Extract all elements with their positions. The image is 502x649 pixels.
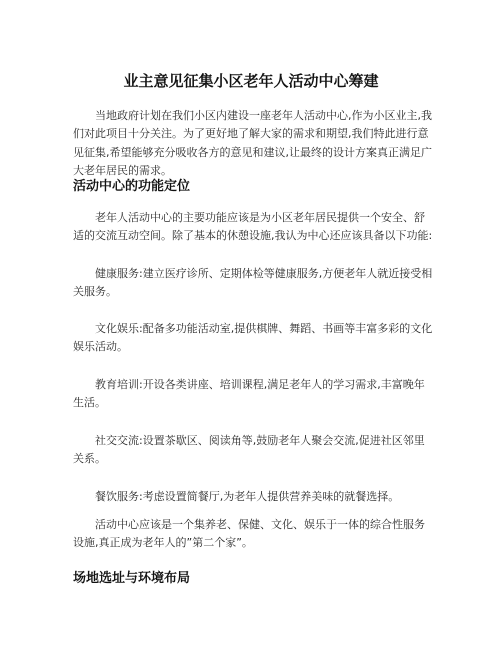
document-title: 业主意见征集小区老年人活动中心筹建 <box>123 72 379 90</box>
list-item-catering-service: 餐饮服务:考虑设置简餐厅,为老年人提供营养美味的就餐选择。 <box>95 490 400 503</box>
list-item-education-training: 教育培训:开设各类讲座、培训课程,满足老年人的学习需求,丰富晚年生活。 <box>73 378 425 410</box>
intro-paragraph: 当地政府计划在我们小区内建设一座老年人活动中心,作为小区业主,我们对此项目十分关注。为了更好地了解大家的需求和期望,我们特此进行意见征集,希望能够充分吸收各方的意见和建议,让最终的设计方案真正满足广大老年居民的需求。 <box>73 109 432 178</box>
list-item-health-service: 健康服务:建立医疗诊所、定期体检等健康服务,方便老年人就近接受相关服务。 <box>73 267 433 299</box>
list-item-culture-entertainment: 文化娱乐:配备多功能活动室,提供棋牌、舞蹈、书画等丰富多彩的文化娱乐活动。 <box>73 322 433 354</box>
section-heading-function: 活动中心的功能定位 <box>73 179 191 194</box>
list-item-social-exchange: 社交交流:设置茶歇区、阅读角等,鼓励老年人聚会交流,促进社区邻里关系。 <box>73 434 425 466</box>
function-summary-paragraph: 活动中心应该是一个集养老、保健、文化、娱乐于一体的综合性服务设施,真正成为老年人的”第二个家”。 <box>73 518 425 550</box>
function-overview-paragraph: 老年人活动中心的主要功能应该是为小区老年居民提供一个安全、舒适的交流互动空间。除了基本的休憩设施,我认为中心还应该具备以下功能: <box>73 211 433 243</box>
section-heading-site-layout: 场地选址与环境布局 <box>73 571 191 586</box>
